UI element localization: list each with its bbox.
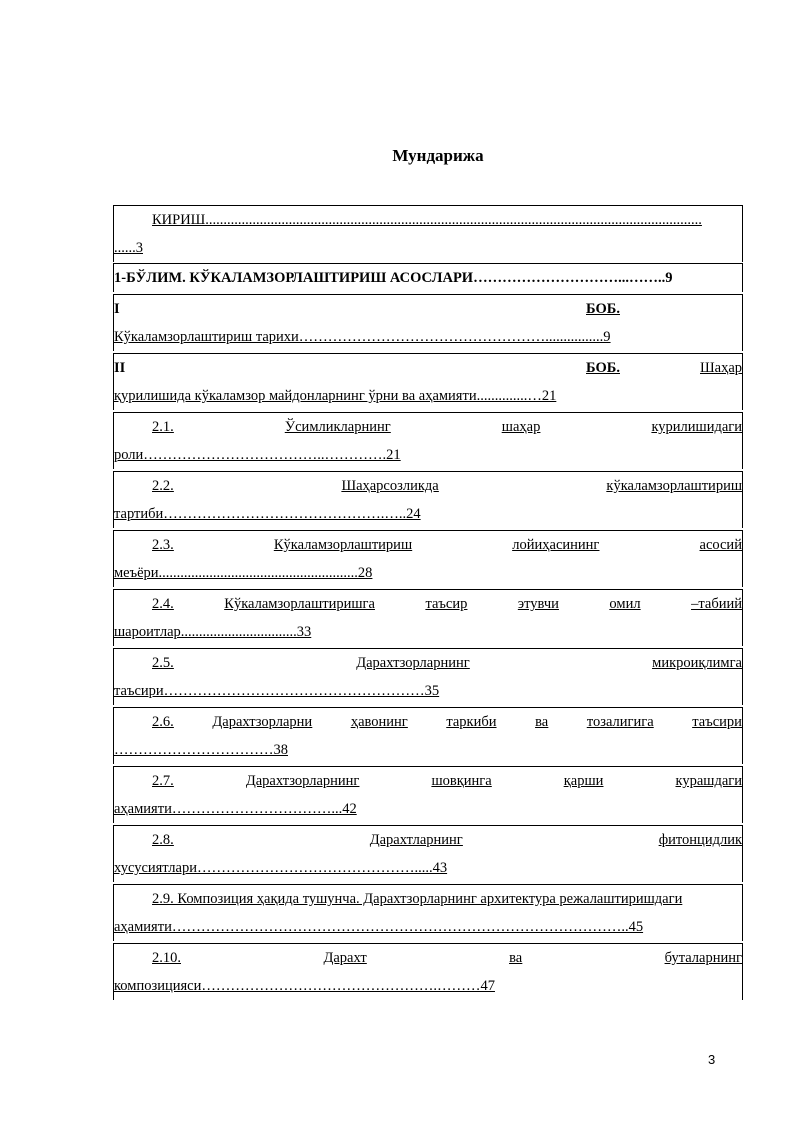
toc-entry-line-2: қурилишида кўкаламзор майдонларнинг ўрни ва аҳамияти..............…21 (114, 388, 557, 404)
toc-entry-line-2: ……………………………38 (114, 742, 288, 758)
toc-entry-section-2-8[interactable] (113, 825, 743, 882)
toc-word: асосий (699, 537, 742, 553)
toc-entry-line-2: ......3 (114, 240, 143, 256)
page-title: Мундарижа (392, 146, 484, 165)
toc-entry-section-2-10[interactable] (113, 943, 743, 1000)
toc-word: 2.4. (152, 596, 174, 612)
toc-entry-line-1 (114, 708, 742, 736)
toc-word: қарши (563, 773, 604, 789)
toc-word: Ўсимликларнинг (284, 419, 391, 435)
toc-entry-line-2: роли………………………………..………….21 (114, 447, 401, 463)
toc-entry-section-2-7[interactable] (113, 766, 743, 823)
chapter-numeral: II (114, 360, 126, 376)
toc-entry-line-1: 2.9. Композиция ҳақида тушунча. Дарахтзорларнинг архитектура режалаштиришдаги (152, 891, 683, 907)
toc-word: Дарахтларнинг (369, 832, 463, 848)
toc-entry-section-2-3[interactable] (113, 530, 743, 587)
toc-entry-section-2-4[interactable] (113, 589, 743, 646)
toc-word: Шаҳарсозликда (341, 478, 439, 494)
toc-entry-line-2: таъсири………………………………………………35 (114, 683, 440, 699)
toc-entry-line-2: хусусиятлари……………………………………….....43 (114, 860, 448, 876)
toc-entry-line-1 (114, 472, 742, 500)
toc-word: шовқинга (431, 773, 492, 789)
toc-entry-line-2: шароитлар................................33 (114, 624, 312, 640)
toc-word: 2.6. (152, 714, 174, 730)
toc-word: Дарахт (323, 950, 367, 966)
toc-entry-line-2: меъёри.......................................................28 (114, 565, 373, 581)
chapter-label: БОБ. (586, 301, 620, 317)
toc-entry-section-2-1[interactable] (113, 412, 743, 469)
chapter-label: БОБ. (586, 360, 620, 376)
toc-entry-part-1[interactable] (113, 263, 743, 292)
toc-word: фитонцидлик (658, 832, 742, 848)
toc-word: 2.3. (152, 537, 174, 553)
toc-word: 2.2. (152, 478, 174, 494)
chapter-numeral: I (114, 301, 120, 317)
toc-word: 2.5. (152, 655, 174, 671)
toc-entry-section-2-2[interactable] (113, 471, 743, 528)
toc-entry-line-1 (114, 944, 742, 972)
toc-word: шаҳар (501, 419, 541, 435)
toc-word: тозалигига (586, 714, 654, 730)
toc-entry-chapter-1[interactable] (113, 294, 743, 351)
toc-entry-line-2: аҳамияти…………………………………………………………………………………..45 (114, 919, 644, 935)
toc-entry-line-2: композицияси………………………………………….………47 (114, 978, 495, 994)
toc-entry-line-1: 1-БЎЛИМ. КЎКАЛАМЗОРЛАШТИРИШ АСОСЛАРИ…………………………...……..9 (114, 270, 673, 286)
toc-word: таъсири (692, 714, 742, 730)
toc-entry-line-2: Кўкаламзорлаштириш тарихи……………………………………………................9 (114, 329, 611, 345)
toc-word: 2.7. (152, 773, 174, 789)
toc-word: буталарнинг (664, 950, 742, 966)
toc-entry-line-1 (114, 531, 742, 559)
page-number: 3 (708, 1052, 716, 1067)
toc-word: –табиий (691, 596, 742, 612)
toc-word: Дарахтзорларнинг (356, 655, 470, 671)
toc-word: ҳавонинг (350, 714, 408, 730)
toc-word: 2.10. (152, 950, 181, 966)
toc-entry-line-1 (114, 354, 742, 382)
toc-word: микроиқлимга (652, 655, 742, 671)
toc-entry-line-1: КИРИШ......................................................................................................................................... (152, 212, 702, 228)
toc-entry-line-1 (114, 649, 742, 677)
toc-word: этувчи (517, 596, 559, 612)
toc-entry-introduction[interactable] (113, 205, 743, 262)
toc-word: Кўкаламзорлаштиришга (224, 596, 375, 612)
toc-word: кўкаламзорлаштириш (606, 478, 742, 494)
toc-word: Дарахтзорларнинг (245, 773, 360, 789)
toc-word: омил (609, 596, 641, 612)
toc-word: курашдаги (675, 773, 742, 789)
toc-word: ва (535, 714, 549, 730)
toc-word: таъсир (425, 596, 468, 612)
toc-word: Дарахтзорларни (212, 714, 313, 730)
toc-entry-chapter-2[interactable] (113, 353, 743, 410)
toc-word: 2.8. (152, 832, 174, 848)
toc-word: ва (509, 950, 523, 966)
toc-entry-section-2-5[interactable] (113, 648, 743, 705)
toc-entry-section-2-6[interactable] (113, 707, 743, 764)
toc-word: таркиби (446, 714, 497, 730)
toc-entry-line-2: аҳамияти……………………………...42 (114, 801, 357, 817)
toc-entry-line-2: тартиби……………………………………….…..24 (114, 506, 421, 522)
toc-word: курилишидаги (651, 419, 742, 435)
toc-word: лойиҳасининг (512, 537, 600, 553)
toc-entry-line-1 (114, 295, 742, 323)
toc-entry-line-1 (114, 590, 742, 618)
chapter-title-start: Шаҳар (700, 360, 742, 376)
toc-word: 2.1. (152, 419, 174, 435)
toc-entry-line-1 (114, 413, 742, 441)
toc-word: Кўкаламзорлаштириш (273, 537, 413, 553)
toc-entry-section-2-9[interactable] (113, 884, 743, 941)
toc-entry-line-1 (114, 767, 742, 795)
toc-entry-line-1 (114, 826, 742, 854)
